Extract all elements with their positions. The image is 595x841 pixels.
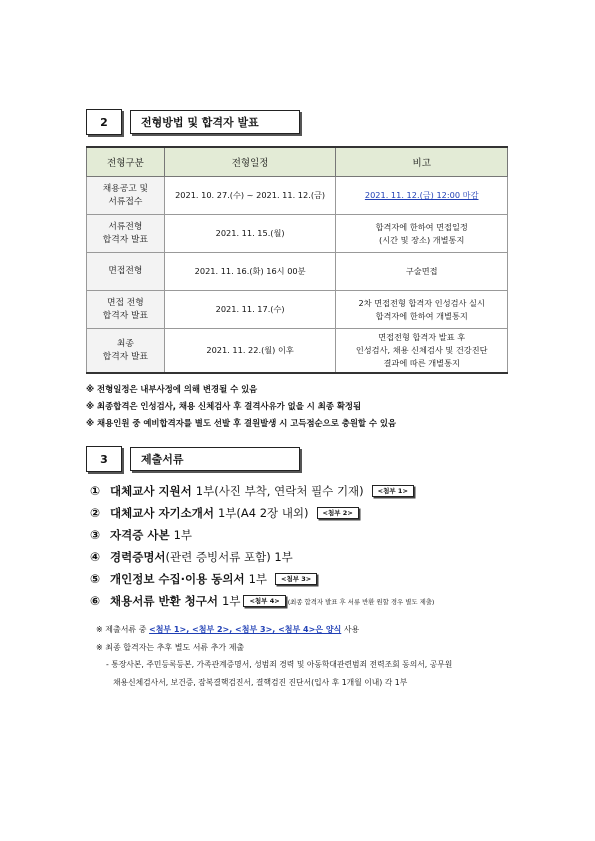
table-row bbox=[87, 329, 508, 374]
schedule-cell: 2021. 11. 16.(화) 16시 00분 bbox=[164, 253, 336, 291]
table-row bbox=[87, 291, 508, 329]
stage-cell: 면접전형 bbox=[87, 253, 165, 291]
list-item: ② 대체교사 자기소개서 1부(A4 2장 내외) <첨부 2> bbox=[90, 502, 434, 524]
section-2-number: 2 bbox=[86, 109, 122, 135]
section-3-heading bbox=[86, 446, 300, 472]
schedule-cell: 2021. 10. 27.(수) ~ 2021. 11. 12.(금) bbox=[164, 177, 336, 215]
attachment-4-badge[interactable]: <첨부 4> bbox=[243, 595, 285, 607]
schedule-notes bbox=[86, 381, 396, 432]
docs-line: - 통장사본, 주민등록등본, 가족관계증명서, 성범죄 경력 및 아동학대관련범죄 전력조회 동의서, 공무원 bbox=[106, 660, 453, 669]
note-cell: 면접전형 합격자 발표 후 인성검사, 채용 신체검사 및 건강진단 결과에 따른 개별통지 bbox=[336, 329, 508, 374]
header-schedule: 전형일정 bbox=[164, 147, 336, 177]
submission-list bbox=[90, 480, 434, 612]
return-note: (최종 합격자 발표 후 서류 반환 원할 경우 별도 제출) bbox=[287, 597, 435, 606]
note-cell: 합격자에 한하여 면접일정 (시간 및 장소) 개별통지 bbox=[336, 215, 508, 253]
header-note: 비고 bbox=[336, 147, 508, 177]
header-stage: 전형구분 bbox=[87, 147, 165, 177]
attachment-1-badge[interactable]: <첨부 1> bbox=[372, 485, 414, 497]
list-item: ⑥ 채용서류 반환 청구서 1부 <첨부 4> (최종 합격자 발표 후 서류 반환 원할 경우 별도 제출) bbox=[90, 594, 435, 608]
note-cell bbox=[336, 177, 508, 215]
note-line: ※ 최종합격은 인성검사, 채용 신체검사 후 결격사유가 없을 시 최종 확정됨 bbox=[86, 401, 362, 411]
schedule-cell: 2021. 11. 22.(월) 이후 bbox=[164, 329, 336, 374]
stage-cell: 채용공고 및 서류접수 bbox=[87, 177, 165, 215]
table-row bbox=[87, 253, 508, 291]
attachment-forms-link[interactable]: <첨부 1>, <첨부 2>, <첨부 3>, <첨부 4>은 양식 bbox=[148, 625, 342, 634]
section-3-number: 3 bbox=[86, 446, 122, 472]
section-2-title: 전형방법 및 합격자 발표 bbox=[130, 110, 300, 134]
attachment-3-badge[interactable]: <첨부 3> bbox=[275, 573, 317, 585]
note-cell: 2차 면접전형 합격자 인성검사 실시 합격자에 한하여 개별통지 bbox=[336, 291, 508, 329]
form-usage-note: ※ 제출서류 중 <첨부 1>, <첨부 2>, <첨부 3>, <첨부 4>은 양식 사용 bbox=[96, 625, 360, 634]
schedule-cell: 2021. 11. 15.(월) bbox=[164, 215, 336, 253]
section-2-heading bbox=[86, 109, 300, 135]
list-item: ⑤ 개인정보 수집·이용 동의서 1부 <첨부 3> bbox=[90, 568, 434, 590]
additional-documents bbox=[106, 656, 452, 692]
deadline-link[interactable]: 2021. 11. 12.(금) 12:00 마감 bbox=[364, 190, 479, 200]
table-row bbox=[87, 177, 508, 215]
final-applicant-note: ※ 최종 합격자는 추후 별도 서류 추가 제출 bbox=[96, 643, 245, 652]
table-row bbox=[87, 215, 508, 253]
docs-line: 채용신체검사서, 보건증, 잠복결핵검진서, 결핵검진 진단서(입사 후 1개월 이내) 각 1부 bbox=[113, 678, 408, 687]
list-item: ④ 경력증명서 (관련 증빙서류 포함) 1부 bbox=[90, 550, 293, 564]
section-3-title: 제출서류 bbox=[130, 447, 300, 471]
note-line: ※ 전형일정은 내부사정에 의해 변경될 수 있음 bbox=[86, 384, 258, 394]
stage-cell: 면접 전형 합격자 발표 bbox=[87, 291, 165, 329]
list-item: ③ 자격증 사본 1부 bbox=[90, 528, 192, 542]
note-line: ※ 채용인원 중 예비합격자를 별도 선발 후 결원발생 시 고득점순으로 충원할 수 있음 bbox=[86, 418, 397, 428]
note-cell: 구술면접 bbox=[336, 253, 508, 291]
stage-cell: 최종 합격자 발표 bbox=[87, 329, 165, 374]
attachment-2-badge[interactable]: <첨부 2> bbox=[317, 507, 359, 519]
schedule-table bbox=[86, 146, 508, 374]
schedule-cell: 2021. 11. 17.(수) bbox=[164, 291, 336, 329]
table-header-row bbox=[87, 147, 508, 177]
stage-cell: 서류전형 합격자 발표 bbox=[87, 215, 165, 253]
list-item: ① 대체교사 지원서 1부(사진 부착, 연락처 필수 기재) <첨부 1> bbox=[90, 480, 434, 502]
